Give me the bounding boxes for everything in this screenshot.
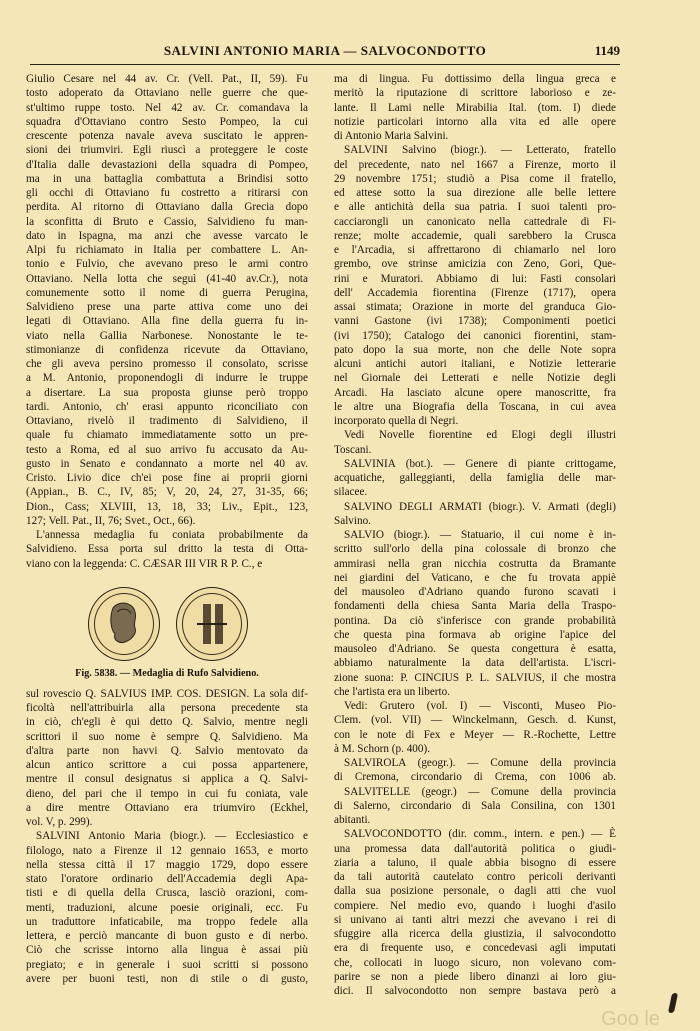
text-line: Ottaviano, rivelò il tradimento di Salvidieno, il <box>26 415 308 427</box>
text-line: ammirasi nella gran nicchia costrutta da Bramante <box>334 557 616 570</box>
text-line: rini e Muratori. Abbiamo di lui: Fasti consolari <box>334 272 616 285</box>
text-line: stimonianze di confidenza ricevute da Ottaviano, <box>26 343 308 356</box>
text-line: st'ultimo ruppe tosto. Nel 42 av. Cr. comandava la <box>26 101 308 114</box>
text-line: dalla sua posizione personale, o dagli atti che vuol <box>334 885 616 898</box>
text-line: che l'artista era un liberto. <box>334 685 451 698</box>
text-line: tardi. Antonio, ch' erasi appunto riconciliato con <box>26 400 308 413</box>
text-line: SALVINO DEGLI ARMATI (biogr.). V. Armati (degli) <box>344 500 616 513</box>
text-line: dici. Il salvocondotto non sempre bastava però a <box>334 985 616 997</box>
text-line: crescente potenza navale aveva suscitato le appren- <box>26 130 308 142</box>
text-line: Ottaviano. Nella lotta che seguì (41-40 av.Cr.), nota <box>26 272 308 285</box>
text-line: Alpi fu richiamato in Italia per combattere L. An- <box>26 244 308 256</box>
text-line: renze; molte accademie, quali sarebbero la Crusca <box>334 229 616 242</box>
text-line: a dire mentre Ottaviano era triumviro (Eckhel, <box>26 801 308 814</box>
left-column-text-top <box>26 72 308 571</box>
text-line: Arcadi. Ha lasciato alcune opere manoscritte, fra <box>334 386 616 399</box>
text-line: da tali autorità cautelato contro pericoli derivanti <box>334 871 616 883</box>
right-column-text <box>334 72 616 998</box>
text-line: legati di Ottaviano. Alla fine della guerra fu in- <box>26 315 308 328</box>
text-line: lettera, e perciò mancante di buon gusto e di nerbo. <box>26 930 308 942</box>
text-line: perdita. Al ritorno di Ottaviano dalla Grecia dopo <box>26 201 308 214</box>
text-line: acquatiche, galleggianti, della famiglia delle mar- <box>334 472 616 484</box>
text-line: abbiamo naturalmente la data dell'artista. L'iscri- <box>334 657 616 670</box>
text-line: ziaria a taluno, il quale abbia bisogno di essere <box>334 856 616 869</box>
text-line: del mausoleo d'Adriano quando furono scavati i <box>334 586 616 598</box>
text-line: gli occhi di Ottaviano fu costretto a ritirarsi con <box>26 187 308 199</box>
text-line: SALVITELLE (geogr.) — Comune della provincia <box>344 785 616 798</box>
text-line: compiere. Nel medio evo, quando i luoghi d'asilo <box>334 899 616 912</box>
text-line: quale fu chiamato immediatamente sotto un pre- <box>26 429 308 442</box>
text-line: d'Italia dalle devastazioni della squadra di Pompeo, <box>26 158 308 171</box>
text-line: del precedente, nato nel 1667 a Firenze, morto il <box>334 158 616 171</box>
text-line: vol. V, p. 299). <box>26 816 93 828</box>
text-line: cacciarongli un canonicato nella cattedrale di Fi- <box>334 215 616 228</box>
text-line: Vedi Novelle fiorentine ed Elogi degli illustri <box>344 429 616 442</box>
text-line: sioni dei triumviri. Egli riuscì a proteggere le coste <box>26 144 308 157</box>
text-line: Salvino. <box>334 514 371 527</box>
page-number: 1149 <box>594 43 620 58</box>
text-line: incorporato quella di Negri. <box>334 415 459 427</box>
text-line: di Cremona, circondario di Crema, con 1006 ab. <box>334 771 616 784</box>
text-line: meritò la riputazione di scrittore laborioso e ze- <box>334 87 616 100</box>
text-line: filologo, nato a Firenze il 12 gennaio 1653, e morto <box>26 844 308 857</box>
text-line: di Antonio Maria Salvini. <box>334 130 449 142</box>
text-line: alcun antico scrittore a cui possa appartenere, <box>26 759 308 771</box>
text-line: Giulio Cesare nel 44 av. Cr. (Vell. Pat., II, 59). Fu <box>26 73 308 85</box>
text-line: la sconfitta di Bruto e Cassio, Salvidieno fu man- <box>26 215 308 228</box>
text-line: grembo, ove strinse amicizia con Zeno, Gori, Que- <box>334 258 616 271</box>
text-line: avere per buoni testi, non di stile o di gusto, <box>26 972 308 985</box>
text-line: assai stimata; Orazione in morte del granduca Gio- <box>334 301 616 313</box>
text-line: nel Giornale dei Letterati e nelle Notizie degli <box>334 372 616 385</box>
text-line: Ciò che scrisse intorno alla lingua è assai più <box>26 944 308 957</box>
text-line: zione suona: P. CINCIUS P. L. SALVIUS, il che mostra <box>334 671 616 684</box>
text-line: era di frequente uso, e concedevasi agli imputati <box>334 942 616 955</box>
text-line: (Appian., B. C., IV, 85; V, 20, 24, 27, 31-35, 66; <box>26 486 308 499</box>
medal-obverse-image <box>88 587 160 661</box>
text-line: gusto in Senato e condannato a morte nel 40 av. <box>26 457 308 470</box>
text-line: scrittori il suo nome è sempre Q. Salvidieno. Ma <box>26 730 308 743</box>
text-line: menti, traduzioni, alcune poesie originali, ecc. Fu <box>26 901 308 914</box>
text-line: a disertare. La sua proposta giunse però troppo <box>26 386 308 399</box>
text-line: dato in Ispagna, ma anzi che avesse varcato le <box>26 229 308 242</box>
text-line: che gli aveva persino promesso il consolato, scrisse <box>26 358 308 370</box>
left-column <box>26 72 308 986</box>
text-line: nei giardini del Vaticano, e che fu trovata appiè <box>334 571 616 584</box>
text-line: vanni Gastone (ivi 1738); Componimenti poetici <box>334 315 616 328</box>
text-line: in ciò, ch'egli è qui detto Q. Salvio, mentre negli <box>26 716 308 729</box>
text-line: dell' Accademia fiorentina (Firenze (1717), opera <box>334 286 616 299</box>
text-line: mentre il consul designatus si applica a Q. Salvi- <box>26 773 308 786</box>
text-line: 127; Vell. Pat., II, 76; Svet., Oct., 66). <box>26 514 196 527</box>
text-line: SALVINIA (bot.). — Genere di piante crittogame, <box>344 457 616 470</box>
text-line: viato nella Gallia Narbonese. Nonostante le te- <box>26 329 308 342</box>
text-line: di Salerno, circondario di Sala Consilina, con 1301 <box>334 799 616 812</box>
text-line: scritto sull'orlo della pina colossale di bronzo che <box>334 543 616 556</box>
text-line: tisti e di quella della Crusca, lasciò orazioni, com- <box>26 887 308 900</box>
text-line: viano con la leggenda: C. CÆSAR III VIR R P. C., e <box>26 557 263 570</box>
text-line: sfuggire alla ricerca della giustizia, il salvocondotto <box>334 928 616 940</box>
text-line: ma in una battaglia combattuta a Brindisi sotto <box>26 172 308 185</box>
text-line: silacee. <box>334 486 368 499</box>
text-line: ma di lingua. Fu dottissimo della lingua greca e <box>334 73 616 85</box>
text-line: alcuni antichi autori italiani, e Notizie letterarie <box>334 358 616 370</box>
text-line: tosto adoperato da Ottaviano nelle guerre che que- <box>26 87 308 100</box>
text-line: un traduttore infaticabile, ma troppo fedele alla <box>26 915 308 928</box>
right-column <box>334 72 616 998</box>
text-line: e l'Arcadia, si affrettarono di chiamarlo nel loro <box>334 244 616 256</box>
text-line: pato dopo la sua morte, non che delle Note sopra <box>334 343 616 356</box>
text-line: mausoleo d'Adriano. Se questa congettura è esatta, <box>334 643 616 655</box>
running-title: SALVINI ANTONIO MARIA — SALVOCONDOTTO <box>163 43 487 58</box>
text-line: con le note di Fex e Meyer — R.-Rochette, Lettre <box>334 728 616 741</box>
text-line: pontina. Da ciò s'inferisce con grande probabilità <box>334 614 616 627</box>
text-line: dieno, del pari che il tempo in cui fu coniata, vale <box>26 787 308 800</box>
ink-mark <box>668 993 678 1013</box>
text-line: d'altra parte non havvi Q. Salvio mentovato da <box>26 744 308 757</box>
text-line: a M. Antonio, proponendogli di indurre le truppe <box>26 372 308 385</box>
text-line: pregiato; e in generale i suoi scritti si possono <box>26 958 308 971</box>
text-line: SALVIO (biogr.). — Statuario, il cui nome è in- <box>344 529 616 541</box>
text-line: e alle antichità della sua patria. I suoi talenti pro- <box>334 201 616 214</box>
page-header <box>30 40 620 65</box>
text-line: 29 novembre 1751; studiò a Pisa come il fratello, <box>334 172 616 185</box>
text-line: Vedi: Grutero (vol. I) — Visconti, Museo Pio- <box>344 700 616 712</box>
text-line: (ivi 1750); Catalogo dei canonici fiorentini, stam- <box>334 329 616 342</box>
text-line: si univano ai tanti altri mezzi che avevano i rei di <box>334 913 616 926</box>
text-line: Dion., Cass; XLVIII, 13, 18, 33; Liv., Epit., 123, <box>26 500 308 513</box>
text-line: ed attese sotto la sua direzione alle belle lettere <box>334 187 616 199</box>
text-line: che questa pina formava ab origine l'apice del <box>334 628 616 641</box>
text-line: una promessa data dall'autorità politica o giudi- <box>334 842 616 855</box>
text-line: ficoltà nell'attribuirla alla persona precedente sta <box>26 702 308 714</box>
text-line: testo a Roma, ed al suo arrivo fu accusato da Au- <box>26 443 308 456</box>
text-line: L'annessa medaglia fu coniata probabilmente da <box>36 529 308 541</box>
medal-reverse-image <box>176 587 248 661</box>
text-line: Cristo. Livio dice ch'ei pose fine ai proprii giorni <box>26 472 308 484</box>
text-line: parire se non a piede libero dinanzi ai loro giu- <box>334 970 616 983</box>
text-line: stato l'oratore ordinario dell'Accademia degli Apa- <box>26 873 308 885</box>
text-line: abitanti. <box>334 814 371 826</box>
left-column-text-bottom <box>26 687 308 986</box>
text-line: squadra d'Ottaviano contro Sesto Pompeo, la cui <box>26 115 308 128</box>
text-line: Toscani. <box>334 443 372 456</box>
text-line: SALVOCONDOTTO (dir. comm., intern. e pen.) — È <box>344 828 616 841</box>
text-line: lante. Il Lami nelle Mirabilia Ital. (tom. I) diede <box>334 101 616 114</box>
text-line: SALVIROLA (geogr.). — Comune della provincia <box>344 757 616 769</box>
watermark: Goo le <box>601 1008 660 1030</box>
text-line: nella stessa città il 17 maggio 1729, dopo essere <box>26 858 308 871</box>
text-line: SALVINI Antonio Maria (biogr.). — Ecclesiastico e <box>36 830 308 843</box>
text-line: notizie particolari intorno alla vita ed alle opere <box>334 115 616 128</box>
text-line: Salvidieno. Essa porta sul dritto la testa di Otta- <box>26 543 308 556</box>
figure-caption: Fig. 5838. — Medaglia di Rufo Salvidieno. <box>75 667 259 679</box>
text-line: à M. Schorn (p. 400). <box>334 742 431 755</box>
text-line: Clem. (vol. VII) — Winckelmann, Gesch. d. Kunst, <box>334 714 616 727</box>
text-line: sul rovescio Q. SALVIUS IMP. COS. DESIGN. La sola dif- <box>26 687 308 700</box>
text-line: Salvidieno prese una parte attiva come uno dei <box>26 301 308 313</box>
text-line: le altre una Biografia della Toscana, in cui avea <box>334 400 616 413</box>
medal-figure <box>26 575 308 667</box>
text-line: tonio e Fulvio, che avevano preso le armi contro <box>26 258 308 271</box>
text-line: che, collocati in luogo sicuro, non volevano com- <box>334 956 616 969</box>
text-line: fondamenti della chiesa Santa Maria della Traspo- <box>334 600 616 613</box>
text-line: comunemente sotto il nome di guerra Perugina, <box>26 286 308 299</box>
text-line: SALVINI Salvino (biogr.). — Letterato, fratello <box>344 144 616 157</box>
